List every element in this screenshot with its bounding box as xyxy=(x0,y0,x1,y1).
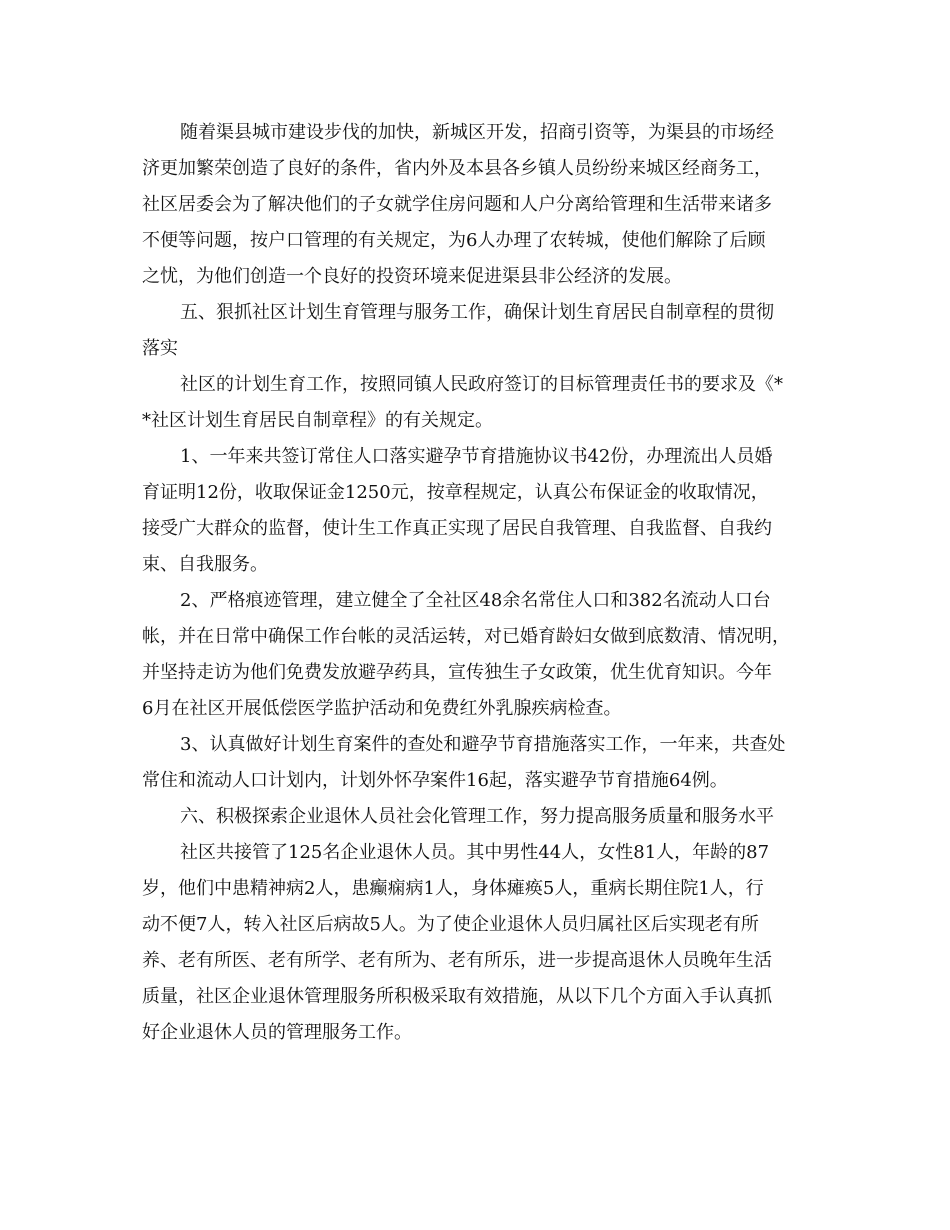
text-line: 养、老有所医、老有所学、老有所为、老有所乐，进一步提高退休人员晚年生活 xyxy=(142,950,772,971)
list-item-1 xyxy=(142,439,808,583)
text-line: 好企业退休人员的管理服务工作。 xyxy=(142,1022,412,1043)
text-line: 随着渠县城市建设步伐的加快，新城区开发，招商引资等，为渠县的市场经 xyxy=(180,122,774,143)
paragraph-migration xyxy=(142,115,808,295)
text-line: 常住和流动人口计划内，计划外怀孕案件16起，落实避孕节育措施64例。 xyxy=(142,770,728,791)
section-heading-6 xyxy=(142,799,808,835)
text-line: 帐，并在日常中确保工作台帐的灵活运转，对已婚育龄妇女做到底数清、情况明， xyxy=(142,626,790,647)
text-line: 1、一年来共签订常住人口落实避孕节育措施协议书42份，办理流出人员婚 xyxy=(180,446,773,467)
text-line: 束、自我服务。 xyxy=(142,554,268,575)
text-line: 育证明12份，收取保证金1250元，按章程规定，认真公布保证金的收取情况， xyxy=(142,482,769,503)
text-line: 六、积极探索企业退休人员社会化管理工作，努力提高服务质量和服务水平 xyxy=(180,806,774,827)
list-item-2 xyxy=(142,583,808,727)
document-body xyxy=(142,115,808,1051)
text-line: 2、严格痕迹管理，建立健全了全社区48余名常住人口和382名流动人口台 xyxy=(180,590,771,611)
section-heading-5 xyxy=(142,295,808,367)
text-line: 社区共接管了125名企业退休人员。其中男性44人，女性81人，年龄的87 xyxy=(180,842,770,863)
list-item-3 xyxy=(142,727,808,799)
text-line: 3、认真做好计划生育案件的查处和避孕节育措施落实工作，一年来，共查处 xyxy=(180,734,786,755)
text-line: 动不便7人，转入社区后病故5人。为了使企业退休人员归属社区后实现老有所 xyxy=(142,914,759,935)
text-line: 落实 xyxy=(142,338,178,359)
text-line: 并坚持走访为他们免费发放避孕药具，宣传独生子女政策，优生优育知识。今年 xyxy=(142,662,772,683)
text-line: 济更加繁荣创造了良好的条件，省内外及本县各乡镇人员纷纷来城区经商务工， xyxy=(142,158,772,179)
text-line: *社区计划生育居民自制章程》的有关规定。 xyxy=(142,410,493,431)
text-line: 质量，社区企业退休管理服务所积极采取有效措施，从以下几个方面入手认真抓 xyxy=(142,986,772,1007)
paragraph-retirees xyxy=(142,835,808,1051)
text-line: 社区居委会为了解决他们的子女就学住房问题和人户分离给管理和生活带来诸多 xyxy=(142,194,772,215)
text-line: 之忧，为他们创造一个良好的投资环境来促进渠县非公经济的发展。 xyxy=(142,266,682,287)
text-line: 岁，他们中患精神病2人，患癫痫病1人，身体瘫痪5人，重病长期住院1人，行 xyxy=(142,878,764,899)
text-line: 6月在社区开展低偿医学监护活动和免费红外乳腺疾病检查。 xyxy=(142,698,622,719)
text-line: 不便等问题，按户口管理的有关规定，为6人办理了农转城，使他们解除了后顾 xyxy=(142,230,766,251)
paragraph-family-planning-intro xyxy=(142,367,808,439)
text-line: 五、狠抓社区计划生育管理与服务工作，确保计划生育居民自制章程的贯彻 xyxy=(180,302,774,323)
text-line: 社区的计划生育工作，按照同镇人民政府签订的目标管理责任书的要求及《* xyxy=(180,374,783,395)
text-line: 接受广大群众的监督，使计生工作真正实现了居民自我管理、自我监督、自我约 xyxy=(142,518,772,539)
